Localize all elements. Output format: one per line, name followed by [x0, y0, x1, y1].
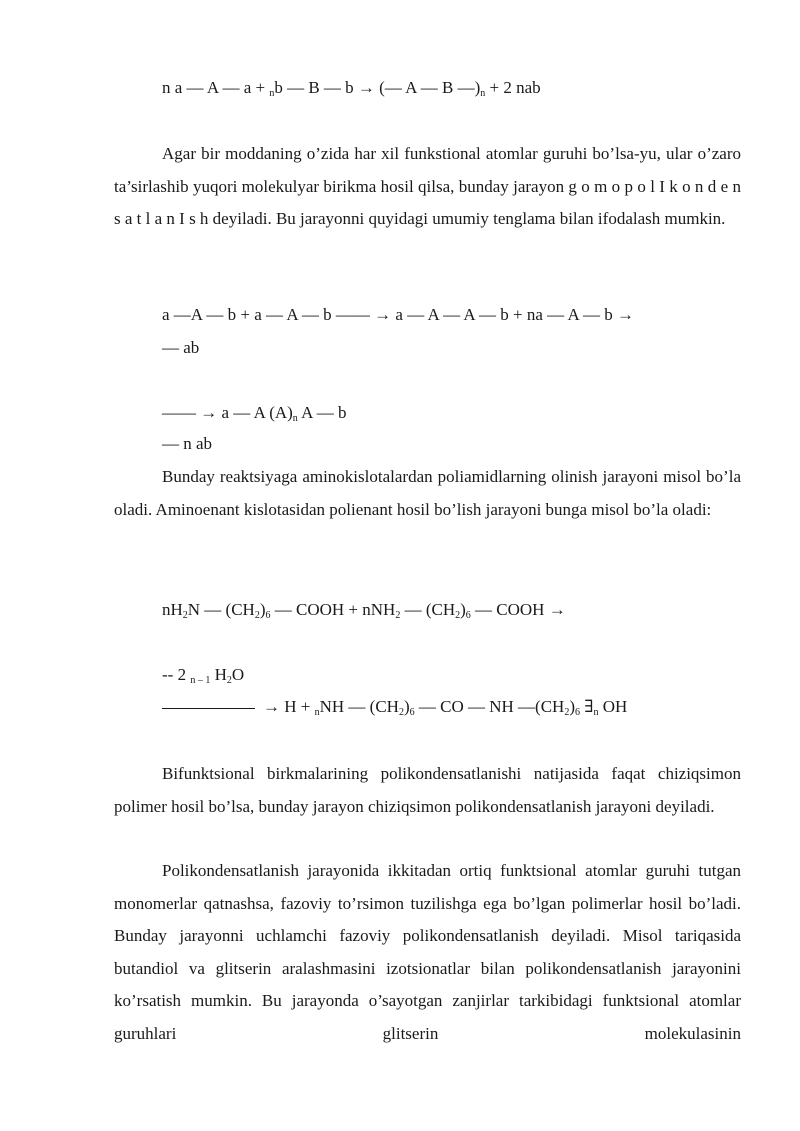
- equation-byproduct: — n ab: [162, 434, 213, 453]
- eq-subscript: 2: [226, 675, 232, 686]
- reaction-line: [162, 708, 255, 709]
- paragraph-aminoacid-example: Bunday reaktsiyaga aminokislotalardan poliamidlarning olinish jarayoni misol bo’la oladi. Aminoenant kislotasidan polienant hosil bo’lish jarayoni bunga misol bo’la oladi:: [114, 467, 741, 519]
- eq-subscript: 6: [265, 610, 271, 621]
- eq-text: n a — A — a +: [162, 78, 270, 97]
- equation-homopolycondensation-line1: a —A — b + a — A — b —— → a — A — A — b + na — A — b →: [162, 305, 635, 324]
- eq-text: — (CH: [400, 600, 456, 619]
- eq-text: -- 2: [162, 665, 191, 684]
- eq-subscript: 2: [564, 707, 570, 718]
- eq-text: — COOH →: [470, 600, 566, 619]
- eq-subscript: 2: [254, 610, 260, 621]
- eq-text: — COOH + nNH: [270, 600, 396, 619]
- eq-text: OH: [598, 697, 628, 716]
- paragraph-homopolycondensation: Agar bir moddaning o’zida har xil funkstional atomlar guruhi bo’lsa-yu, ular o’zaro ta’sirlashib yuqori molekulyar birikma hosil qilsa, bunday jarayon g o m o p o l I k o n d e n s a t l a n I s h deyiladi. Bu jarayonni quyidagi umumiy tenglama bilan ifodalash mumkin.: [114, 144, 741, 228]
- equation-water-elimination: [162, 665, 244, 685]
- eq-text: ): [259, 600, 266, 619]
- eq-subscript: n: [593, 707, 599, 718]
- eq-text: ∃: [580, 697, 594, 716]
- eq-text: ): [460, 600, 466, 619]
- eq-subscript: n: [292, 413, 298, 424]
- eq-text: + 2 nab: [485, 78, 541, 97]
- eq-subscript: 2: [398, 707, 404, 718]
- eq-subscript: n: [314, 707, 320, 718]
- eq-text: A — b: [297, 403, 347, 422]
- eq-text: nH: [162, 600, 183, 619]
- eq-text: N — (CH: [187, 600, 255, 619]
- equation-homopolycondensation-product: [162, 403, 346, 423]
- eq-text: b — B — b → (— A — B —): [274, 78, 481, 97]
- paragraph-spatial-polycondensation: Polikondensatlanish jarayonida ikkitadan ortiq funktsional atomlar guruhi tutgan monomerlar qatnashsa, fazoviy to’rsimon tuzilishga ega bo’lgan polimerlar hosil bo’ladi. Bunday jarayonni uchlamchi fazoviy polikondensatlanish deyiladi. Misol tariqasida butandiol va glitserin aralashmasini izotsionatlar bilan polikondensatlanish jarayonini ko’rsatish mumkin. Bu jarayonda o’sayotgan zanjirlar tarkibidagi funktsional atomlar guruhlari glitserin molekulasinin: [114, 861, 741, 1043]
- paragraph-linear-polycondensation: Bifunktsional birkmalarining polikondensatlanishi natijasida faqat chiziqsimon polimer hosil bo’lsa, bunday jarayon chiziqsimon polikondensatlanish jarayoni deyiladi.: [114, 764, 741, 816]
- eq-subscript: n: [480, 88, 486, 99]
- eq-text: ): [569, 697, 576, 716]
- eq-subscript: 6: [575, 707, 581, 718]
- equation-polyenant-product: [162, 697, 627, 717]
- eq-subscript: 2: [395, 610, 401, 621]
- eq-text: H: [210, 665, 227, 684]
- equation-general-polycondensation: [162, 78, 541, 98]
- eq-subscript: n: [269, 88, 275, 99]
- eq-text: O: [231, 665, 245, 684]
- eq-subscript: 6: [409, 707, 415, 718]
- eq-text: ): [403, 697, 410, 716]
- eq-subscript: 2: [182, 610, 188, 621]
- eq-text: → H +: [263, 697, 315, 716]
- equation-homopolycondensation-line2: — ab: [162, 338, 200, 357]
- eq-text: — CO — NH —(CH: [414, 697, 565, 716]
- equation-aminoenant-acid: [162, 600, 566, 620]
- eq-text: NH — (CH: [319, 697, 399, 716]
- eq-subscript: 6: [465, 610, 471, 621]
- eq-subscript: 2: [455, 610, 461, 621]
- eq-subscript: n – 1: [190, 675, 211, 686]
- eq-text: —— → a — A (A): [162, 403, 293, 422]
